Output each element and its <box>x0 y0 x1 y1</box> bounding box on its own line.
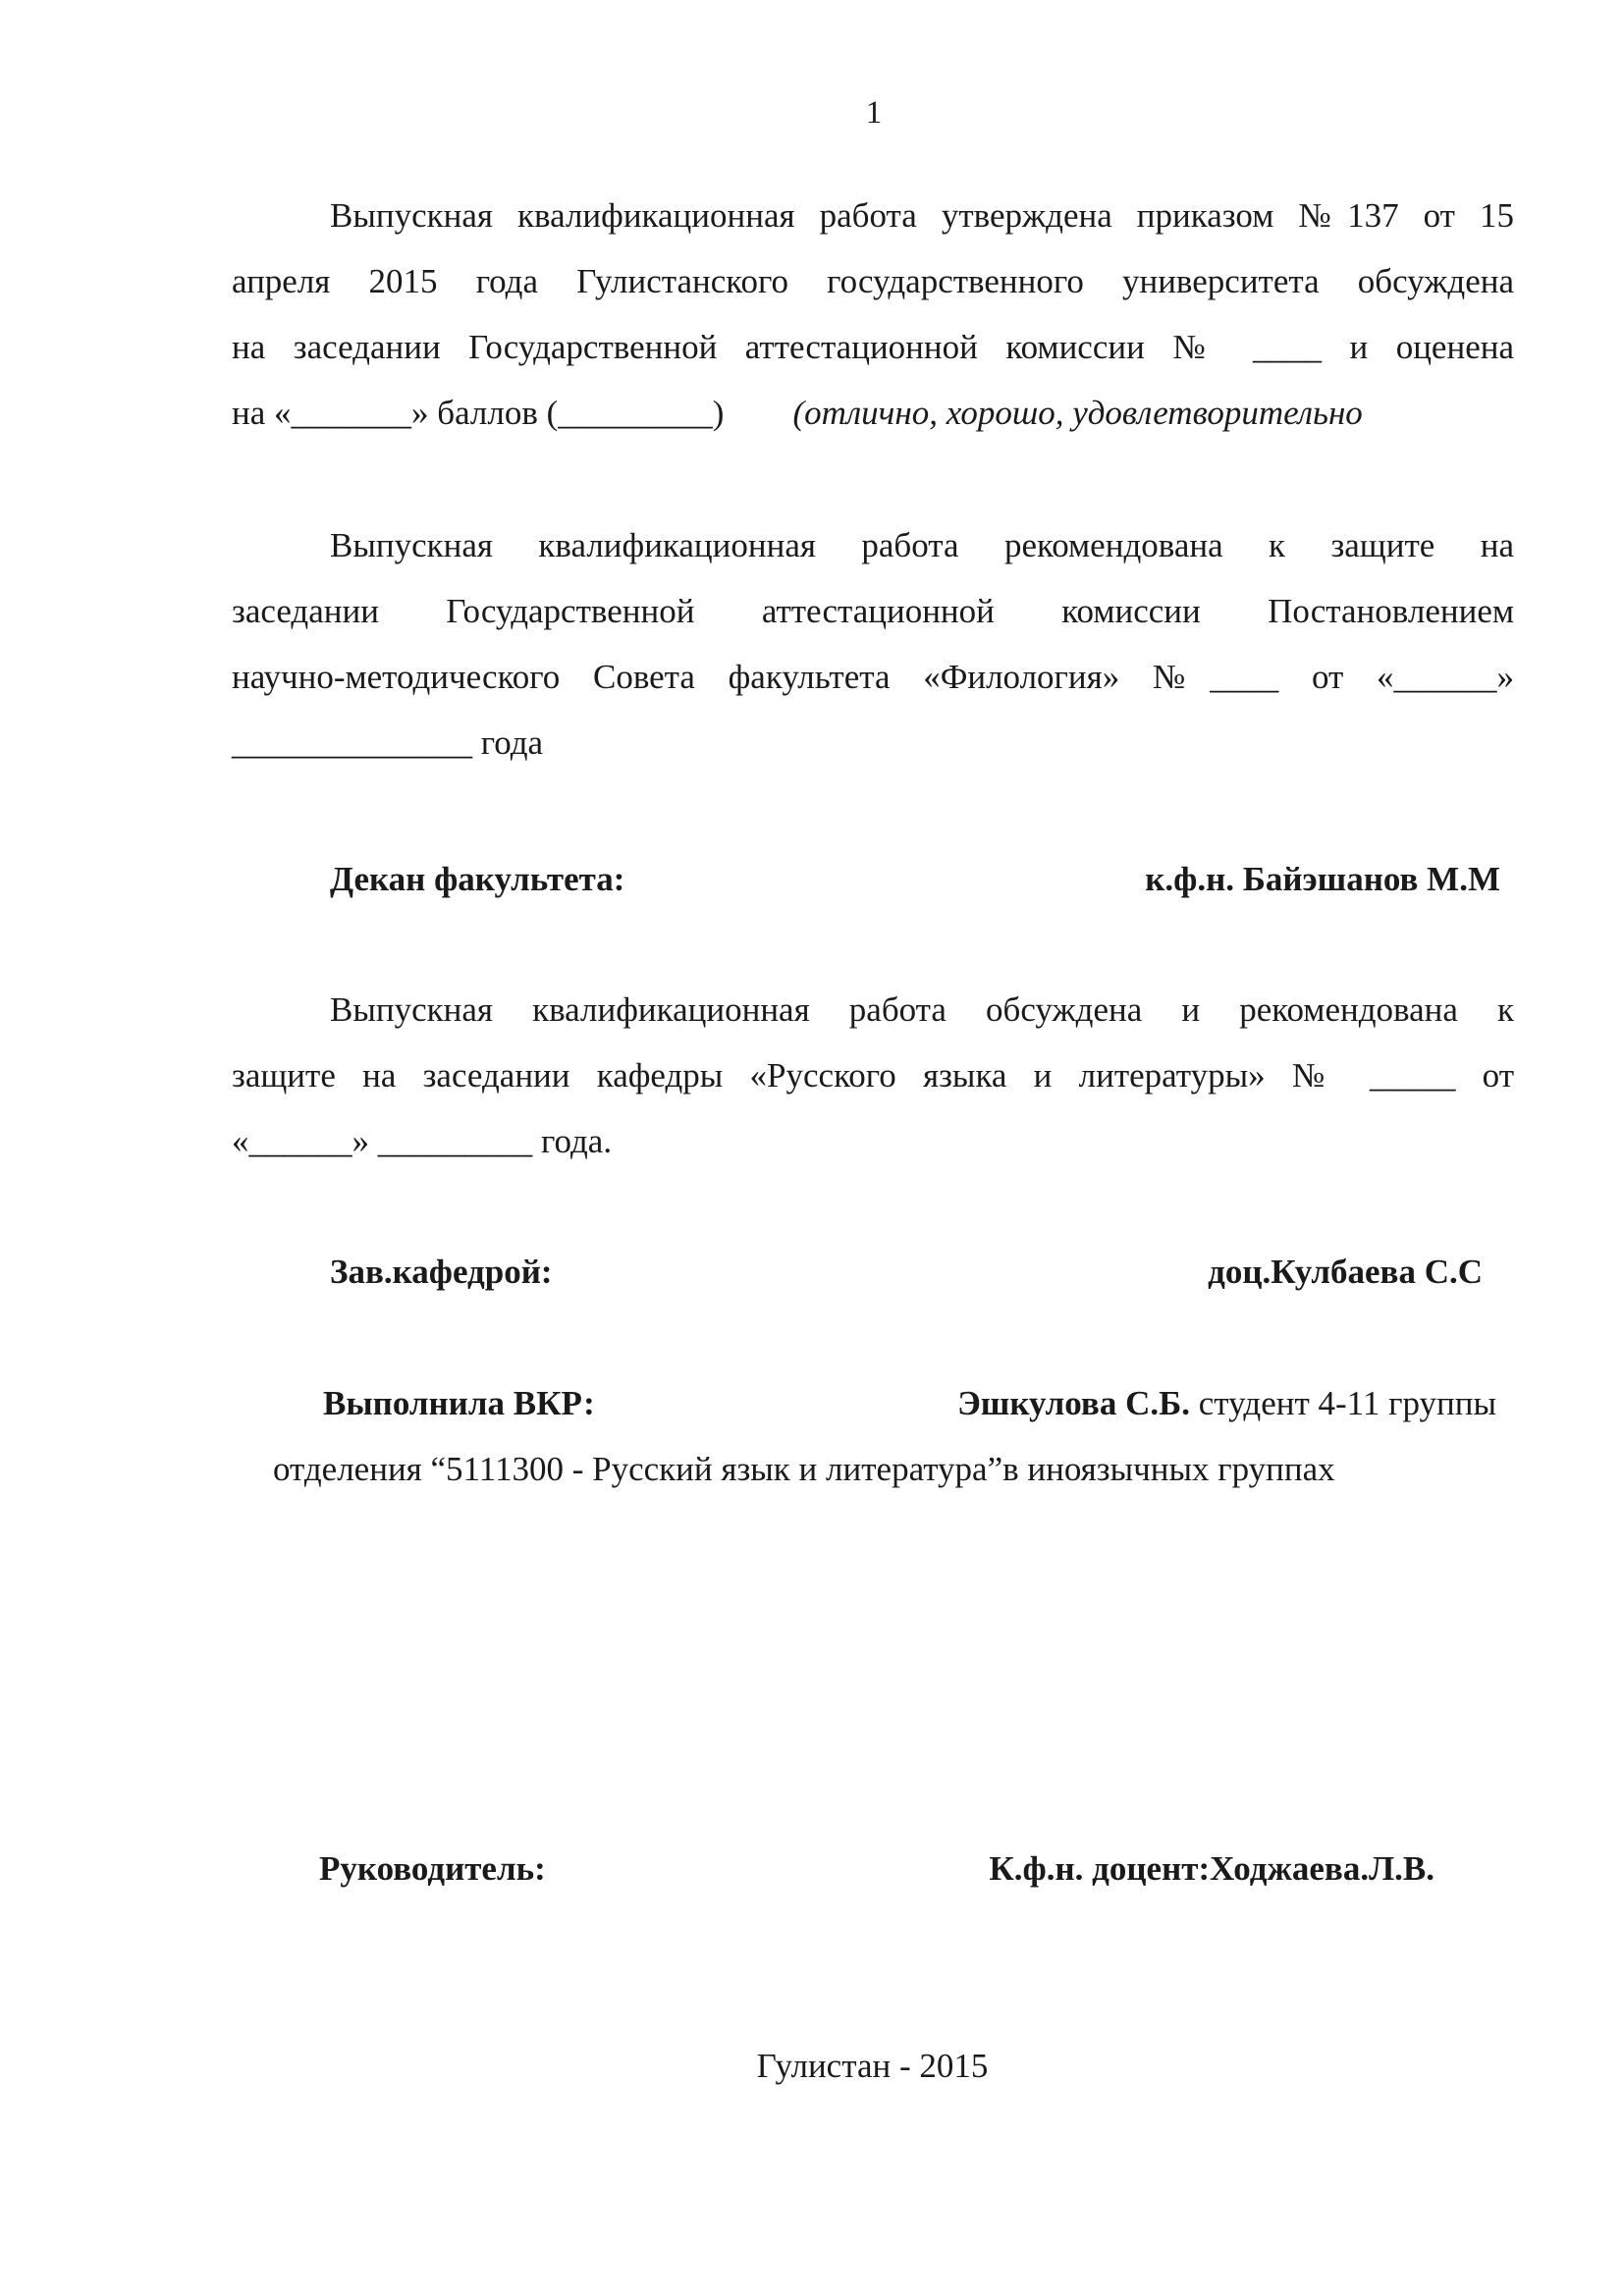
supervisor-label: Руководитель: <box>319 1849 546 1888</box>
author-info <box>957 1380 1496 1427</box>
department-line-3: «______» _________ года. <box>232 1122 613 1160</box>
grade-options: (отлично, хорошо, удовлетворительно <box>792 394 1363 432</box>
approval-line-3: на заседании Государственной аттестационной комиссии № ____ и оценена <box>232 328 1514 366</box>
approval-paragraph <box>232 192 1514 432</box>
approval-line-1: Выпускная квалификационная работа утверждена приказом №137 от 15 <box>330 196 1514 235</box>
department-line-1: Выпускная квалификационная работа обсуждена и рекомендована к <box>330 990 1514 1029</box>
city-year: Гулистан - 2015 <box>756 2047 989 2085</box>
recommendation-paragraph <box>232 522 1514 762</box>
dean-name: к.ф.н. Байэшанов М.М <box>1145 860 1500 898</box>
approval-line-2: апреля 2015 года Гулистанского государственного университета обсуждена <box>232 262 1514 300</box>
dean-label: Декан факультета: <box>330 860 625 898</box>
recommendation-line-3: научно-методического Совета факультета «Филология» №____ от «______» <box>232 658 1514 696</box>
department-line-2: защите на заседании кафедры «Русского языка и литературы» № _____ от <box>232 1056 1514 1095</box>
grade-blanks: на «_______» баллов (_________) <box>232 394 725 432</box>
author-group: студент 4-11 группы <box>1189 1384 1496 1422</box>
recommendation-line-2: заседании Государственной аттестационной комиссии Постановлением <box>232 592 1514 630</box>
page-number: 1 <box>865 95 883 131</box>
supervisor-name: К.ф.н. доцент:Ходжаева.Л.В. <box>989 1849 1434 1888</box>
head-of-department-label: Зав.кафедрой: <box>330 1253 553 1291</box>
recommendation-line-4: ______________ года <box>232 723 544 762</box>
author-label: Выполнила ВКР: <box>323 1384 595 1422</box>
author-name: Эшкулова С.Б. <box>957 1384 1190 1422</box>
head-of-department-name: доц.Кулбаева С.С <box>1208 1253 1483 1291</box>
recommendation-line-1: Выпускная квалификационная работа рекомендована к защите на <box>330 526 1514 564</box>
department-paragraph <box>232 987 1514 1163</box>
approval-line-4 <box>232 390 1514 437</box>
author-department: отделения “5111300 - Русский язык и литература”в иноязычных группах <box>273 1450 1335 1488</box>
